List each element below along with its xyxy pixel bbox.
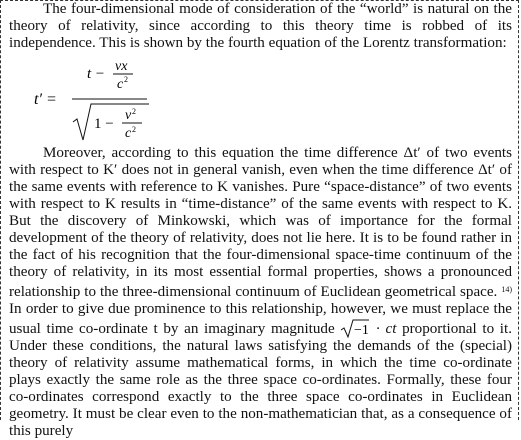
- equation-vx: vx: [115, 59, 128, 74]
- paragraph-intro: The four-dimensional mode of consideration of the “world” is natural on the theory of relativity, since according to this theory time is robbed of its independence. This is shown by the fourth equation of the Lorentz transformation:: [9, 1, 512, 51]
- imaginary-sqrt-symbol: [340, 318, 370, 338]
- equation-v: v: [125, 108, 132, 123]
- equation-c-exp: 2: [124, 75, 128, 84]
- paragraph-minkowski-part1: Moreover, according to this equation the time difference Δt′ of two events with respect to K′ does not in general vanish, even when the time difference Δt′ of the same events with reference to K vanishes. Pure “space-distance” of two events with respect to K results in “time-distance” of the same events with respect to K. But the discovery of Minkowski, which was of importance for the formal development of the theory of relativity, does not lie here. It is to be found rather in the fact of his recognition that the four-dimensional space-time continuum of the theory of relativity, in its most essential formal properties, shows a pronounced relationship to the three-dimensional continuum of Euclidean geometrical space.: [9, 145, 512, 300]
- equation-v-exp: 2: [132, 107, 136, 116]
- equation-c: c: [117, 77, 124, 92]
- equation-c-lower: c: [125, 126, 132, 141]
- equation-one-minus: 1 −: [94, 116, 114, 132]
- lorentz-equation: [9, 52, 512, 145]
- equation-lhs: t′ =: [34, 91, 57, 108]
- equation-numerator-t: t −: [87, 66, 106, 82]
- lorentz-equation-graphic: [9, 52, 209, 145]
- footnote-marker: 14): [501, 285, 512, 294]
- paragraph-minkowski-part2: In order to give due prominence to this relationship, however, we must replace the usual time co-ordinate t by an imaginary magnitude: [9, 301, 512, 337]
- paragraph-minkowski-part3: proportional to it. Under these conditions, the natural laws satisfying the demands of the (special) theory of relativity assume mathematical forms, in which the time co-ordinate plays exactly the same role as the three space co-ordinates. Formally, these four co-ordinates correspond exactly to the three space co-ordinates in Euclidean geometry. It must be clear even to the non-mathematician that, as a consequence of this purely: [9, 321, 512, 439]
- equation-c-lower-exp: 2: [132, 125, 136, 134]
- paragraph-minkowski: [9, 145, 512, 440]
- sqrt-minus-one: −1: [354, 323, 370, 338]
- ct-term: · ct: [376, 321, 397, 337]
